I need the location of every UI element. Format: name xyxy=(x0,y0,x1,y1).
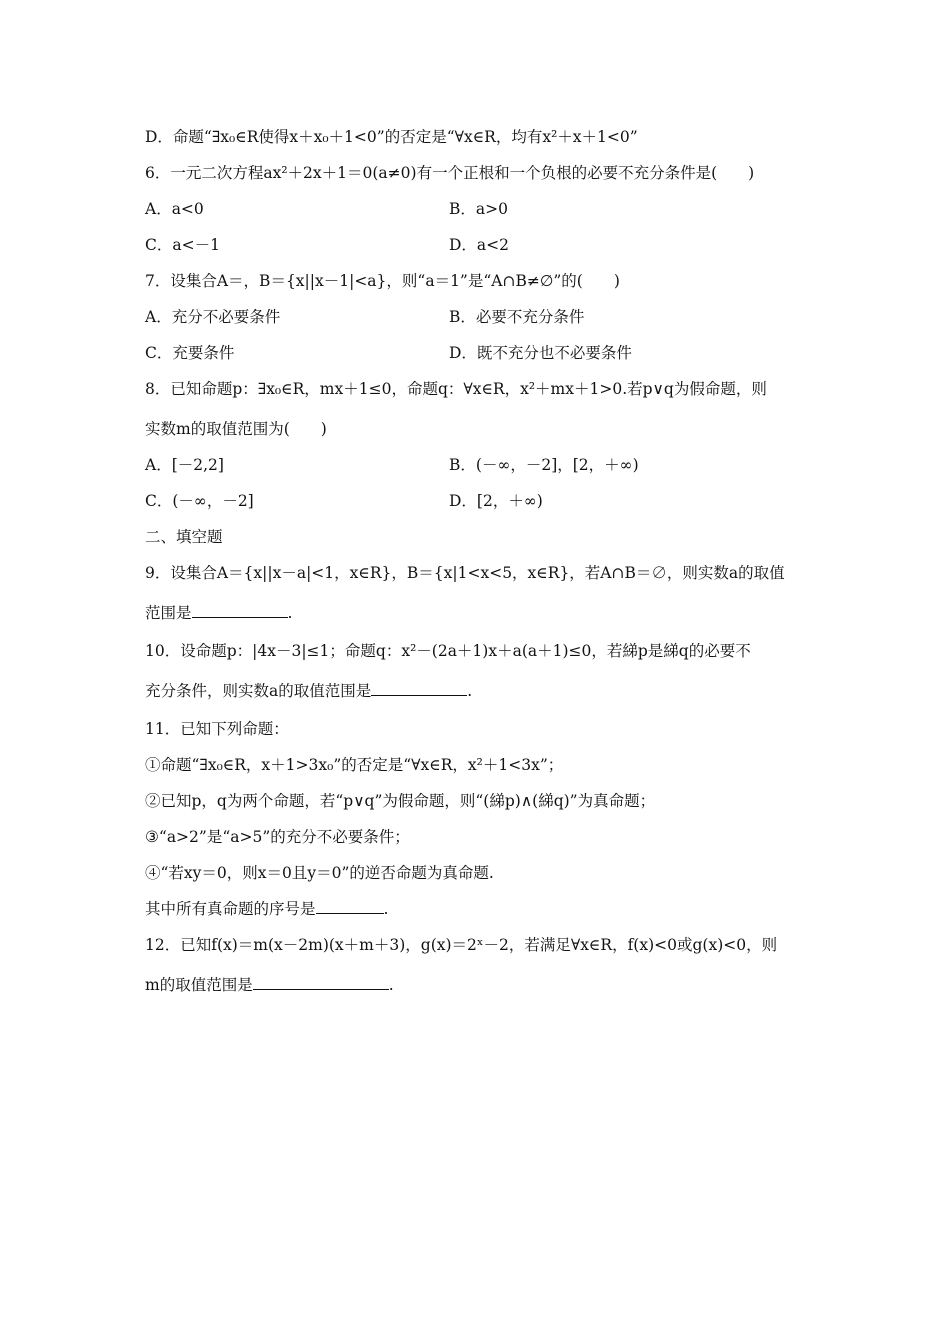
q9-answer-blank[interactable] xyxy=(192,603,288,618)
q12-stem-line1: 12．已知f(x)＝m(x－2m)(x＋m＋3)，g(x)＝2ˣ－2，若满足∀x∈R，f(x)<0或g(x)<0，则 xyxy=(145,936,778,954)
q7-option-b: B．必要不充分条件 xyxy=(449,308,585,326)
q6-option-b: B．a>0 xyxy=(449,200,508,218)
q7-stem: 7．设集合A＝，B＝{x||x－1|<a}，则“a＝1”是“A∩B≠∅”的( ) xyxy=(145,272,620,290)
q7-option-a: A．充分不必要条件 xyxy=(145,308,281,326)
q10-period: . xyxy=(467,682,473,700)
section-heading: 二、填空题 xyxy=(145,528,223,546)
q10-stem-line2 xyxy=(145,680,472,702)
q8-option-d: D．[2，＋∞) xyxy=(449,492,543,510)
q6-stem: 6．一元二次方程ax²＋2x＋1＝0(a≠0)有一个正根和一个负根的必要不充分条件是( ) xyxy=(145,164,755,182)
q9-period: . xyxy=(287,604,293,622)
q10-stem-line1: 10．设命题p：|4x－3|≤1；命题q：x²－(2a＋1)x＋a(a＋1)≤0，若綈p是綈q的必要不 xyxy=(145,642,751,660)
q11-question xyxy=(145,898,388,920)
q7-option-c: C．充要条件 xyxy=(145,344,235,362)
q7-option-d: D．既不充分也不必要条件 xyxy=(449,344,632,362)
q9-text: 范围是 xyxy=(145,604,192,622)
q8-stem-line1: 8．已知命题p：∃x₀∈R，mx＋1≤0，命题q：∀x∈R，x²＋mx＋1>0.若p∨q为假命题，则 xyxy=(145,380,767,398)
q6-option-c: C．a<－1 xyxy=(145,236,220,254)
q9-stem-line2 xyxy=(145,602,292,624)
q10-text: 充分条件，则实数a的取值范围是 xyxy=(145,682,372,700)
q9-stem-line1: 9．设集合A＝{x||x－a|<1，x∈R}，B＝{x|1<x<5，x∈R}，若A∩B＝∅，则实数a的取值 xyxy=(145,564,785,582)
q11-text: 其中所有真命题的序号是 xyxy=(145,900,316,918)
q8-option-c: C．(－∞，－2] xyxy=(145,492,254,510)
q8-option-a: A．[－2,2] xyxy=(145,456,224,474)
q11-stem: 11．已知下列命题： xyxy=(145,720,289,738)
q11-answer-blank[interactable] xyxy=(316,899,384,914)
q5-option-d: D．命题“∃x₀∈R使得x＋x₀＋1<0”的否定是“∀x∈R，均有x²＋x＋1<0” xyxy=(145,128,638,146)
q8-stem-line2: 实数m的取值范围为( ) xyxy=(145,420,327,438)
q11-item-3: ③“a>2”是“a>5”的充分不必要条件； xyxy=(145,828,410,846)
q11-item-4: ④“若xy＝0，则x＝0且y＝0”的逆否命题为真命题. xyxy=(145,864,494,882)
q12-text: m的取值范围是 xyxy=(145,976,253,994)
q11-period: . xyxy=(383,900,389,918)
q12-answer-blank[interactable] xyxy=(253,975,389,990)
q8-option-b: B．(－∞，－2]，[2，＋∞) xyxy=(449,456,639,474)
q10-answer-blank[interactable] xyxy=(371,681,467,696)
q6-option-a: A．a<0 xyxy=(145,200,204,218)
q11-item-1: ①命题“∃x₀∈R，x＋1>3x₀”的否定是“∀x∈R，x²＋1<3x”； xyxy=(145,756,564,774)
q11-item-2: ②已知p，q为两个命题，若“p∨q”为假命题，则“(綈p)∧(綈q)”为真命题； xyxy=(145,792,656,810)
q6-option-d: D．a<2 xyxy=(449,236,510,254)
q12-period: . xyxy=(388,976,394,994)
q12-stem-line2 xyxy=(145,974,394,996)
